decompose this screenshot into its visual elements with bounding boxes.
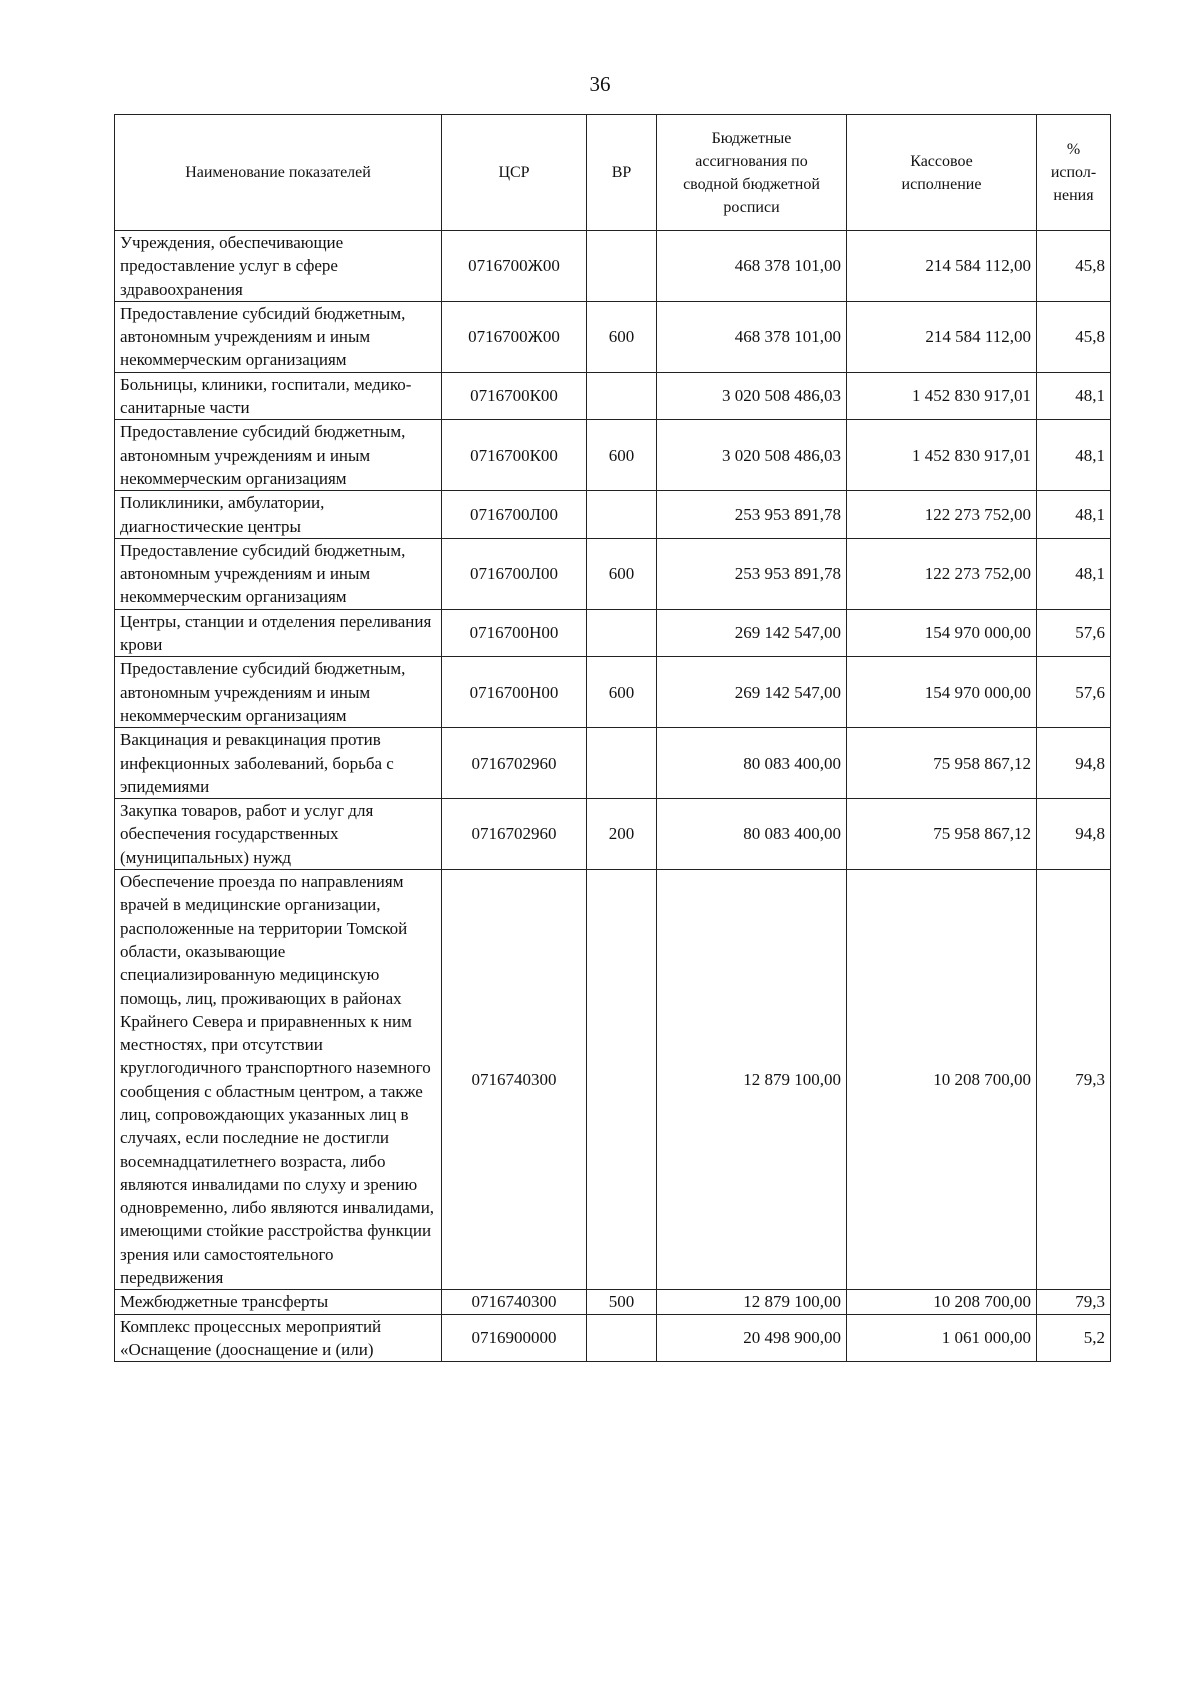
row-percent: 48,1 [1037,538,1111,609]
row-csr: 0716700К00 [442,420,587,491]
row-budget: 20 498 900,00 [657,1314,847,1362]
row-name: Обеспечение проезда по направлениям врачей в медицинские организации, расположенные на территории Томской области, оказывающие специализированную медицинскую помощь, лиц, проживающих в районах Крайнего Севера и приравненных к ним местностях, при отсутствии круглогодичного транспортного наземного сообщения с областным центром, а также лиц, сопровождающих указанных лиц в случаях, если последние не достигли восемнадцатилетнего возраста, либо являются инвалидами по слуху и зрению одновременно, либо являются инвалидами, имеющими стойкие расстройства функции зрения или самостоятельного передвижения [115,870,442,1290]
table-header-row [115,115,1111,231]
table-row [115,420,1111,491]
row-csr: 0716900000 [442,1314,587,1362]
row-vr: 600 [587,301,657,372]
row-percent: 45,8 [1037,301,1111,372]
row-budget: 3 020 508 486,03 [657,372,847,420]
row-budget: 269 142 547,00 [657,609,847,657]
row-csr: 0716702960 [442,799,587,870]
row-budget: 3 020 508 486,03 [657,420,847,491]
table-row [115,538,1111,609]
row-cash: 1 452 830 917,01 [847,420,1037,491]
row-cash: 10 208 700,00 [847,1290,1037,1314]
row-name: Закупка товаров, работ и услуг для обеспечения государственных (муниципальных) нужд [115,799,442,870]
row-csr: 0716700Ж00 [442,231,587,302]
row-percent: 48,1 [1037,491,1111,539]
table-row [115,657,1111,728]
row-percent: 45,8 [1037,231,1111,302]
row-name: Межбюджетные трансферты [115,1290,442,1314]
row-csr: 0716700Н00 [442,657,587,728]
row-vr [587,231,657,302]
row-name: Предоставление субсидий бюджетным, автономным учреждениям и иным некоммерческим организациям [115,657,442,728]
table-row [115,301,1111,372]
row-name: Вакцинация и ревакцинация против инфекционных заболеваний, борьба с эпидемиями [115,728,442,799]
table-row [115,1314,1111,1362]
row-name: Учреждения, обеспечивающие предоставление услуг в сфере здравоохранения [115,231,442,302]
row-budget: 12 879 100,00 [657,870,847,1290]
row-percent: 57,6 [1037,609,1111,657]
row-vr: 500 [587,1290,657,1314]
row-percent: 48,1 [1037,420,1111,491]
row-csr: 0716700Л00 [442,491,587,539]
table-row [115,799,1111,870]
row-cash: 1 061 000,00 [847,1314,1037,1362]
header-budget: Бюджетные ассигнования по сводной бюджетной росписи [657,115,847,231]
row-cash: 214 584 112,00 [847,301,1037,372]
header-percent: % испол-нения [1037,115,1111,231]
row-csr: 0716702960 [442,728,587,799]
table-row [115,870,1111,1290]
row-vr: 200 [587,799,657,870]
header-name: Наименование показателей [115,115,442,231]
header-csr: ЦСР [442,115,587,231]
row-percent: 94,8 [1037,728,1111,799]
page-number: 36 [589,72,611,96]
row-budget: 269 142 547,00 [657,657,847,728]
row-csr: 0716740300 [442,870,587,1290]
row-percent: 5,2 [1037,1314,1111,1362]
row-cash: 75 958 867,12 [847,728,1037,799]
row-percent: 94,8 [1037,799,1111,870]
table-row [115,231,1111,302]
budget-execution-table [114,114,1111,1362]
row-csr: 0716700К00 [442,372,587,420]
row-cash: 154 970 000,00 [847,657,1037,728]
row-budget: 468 378 101,00 [657,231,847,302]
row-budget: 80 083 400,00 [657,799,847,870]
row-name: Больницы, клиники, госпитали, медико-санитарные части [115,372,442,420]
header-cash: Кассовое исполнение [847,115,1037,231]
row-percent: 79,3 [1037,870,1111,1290]
row-csr: 0716700Н00 [442,609,587,657]
row-cash: 10 208 700,00 [847,870,1037,1290]
row-cash: 1 452 830 917,01 [847,372,1037,420]
row-csr: 0716700Л00 [442,538,587,609]
table-row [115,728,1111,799]
row-percent: 57,6 [1037,657,1111,728]
row-csr: 0716700Ж00 [442,301,587,372]
row-cash: 122 273 752,00 [847,491,1037,539]
header-vr: ВР [587,115,657,231]
row-vr [587,372,657,420]
row-vr [587,728,657,799]
row-percent: 79,3 [1037,1290,1111,1314]
row-cash: 214 584 112,00 [847,231,1037,302]
row-vr: 600 [587,420,657,491]
row-budget: 12 879 100,00 [657,1290,847,1314]
row-name: Центры, станции и отделения переливания крови [115,609,442,657]
row-cash: 122 273 752,00 [847,538,1037,609]
row-name: Предоставление субсидий бюджетным, автономным учреждениям и иным некоммерческим организациям [115,538,442,609]
row-budget: 253 953 891,78 [657,538,847,609]
row-vr [587,491,657,539]
row-name: Предоставление субсидий бюджетным, автономным учреждениям и иным некоммерческим организациям [115,420,442,491]
row-percent: 48,1 [1037,372,1111,420]
row-name: Комплекс процессных мероприятий «Оснащение (дооснащение и (или) [115,1314,442,1362]
row-name: Предоставление субсидий бюджетным, автономным учреждениям и иным некоммерческим организациям [115,301,442,372]
row-vr [587,609,657,657]
table-row [115,372,1111,420]
row-budget: 253 953 891,78 [657,491,847,539]
row-csr: 0716740300 [442,1290,587,1314]
row-budget: 80 083 400,00 [657,728,847,799]
row-vr [587,1314,657,1362]
table-row [115,491,1111,539]
row-name: Поликлиники, амбулатории, диагностические центры [115,491,442,539]
row-vr [587,870,657,1290]
row-vr: 600 [587,657,657,728]
table-row [115,609,1111,657]
row-cash: 75 958 867,12 [847,799,1037,870]
table-row [115,1290,1111,1314]
row-cash: 154 970 000,00 [847,609,1037,657]
row-vr: 600 [587,538,657,609]
row-budget: 468 378 101,00 [657,301,847,372]
